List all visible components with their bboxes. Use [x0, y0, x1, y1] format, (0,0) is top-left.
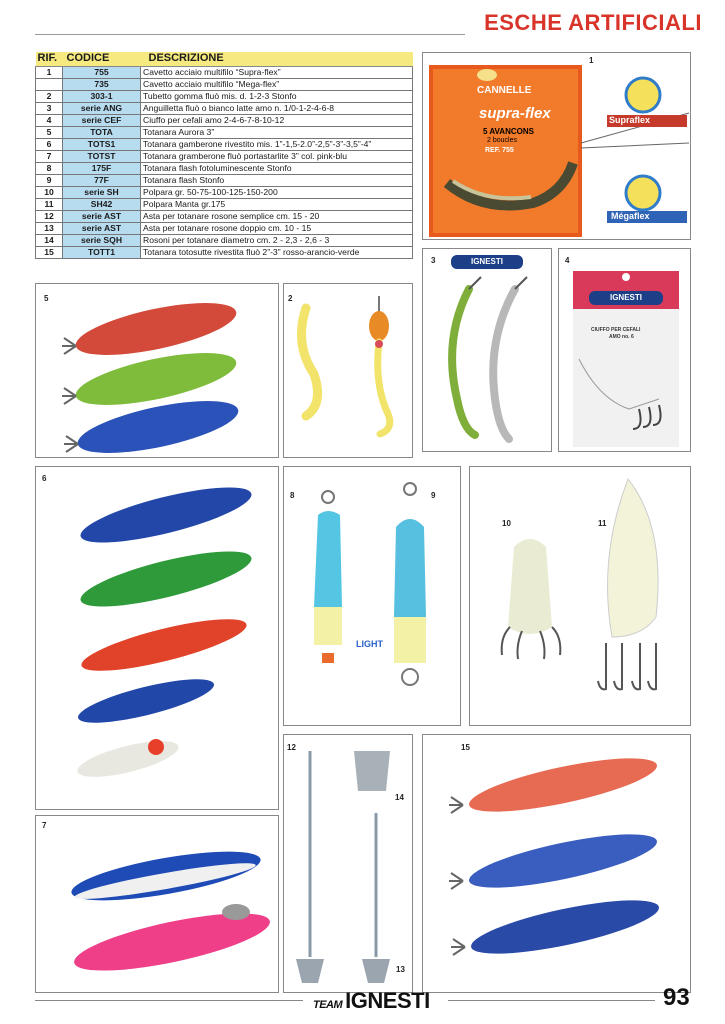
cell-descrizione: Totanara gamberone rivestito mis. 1”-1,5-2.0”-2,5”-3”-3,5”-4”: [141, 138, 413, 150]
table-row: [36, 78, 413, 90]
table-row: [36, 234, 413, 246]
cell-rif: 12: [36, 210, 63, 222]
cell-rif: 6: [36, 138, 63, 150]
supraflex-logo: Supraflex: [609, 115, 651, 125]
panel-4-mullet-rig: [558, 248, 691, 452]
panel-number: 6: [42, 474, 47, 483]
cell-rif: 11: [36, 198, 63, 210]
cell-codice: TOTS1: [63, 138, 141, 150]
shrimp-squid-jigs-image: [36, 467, 279, 810]
table-row: [36, 174, 413, 186]
pack-name: supra-flex: [479, 105, 551, 122]
page-number: 93: [663, 984, 690, 1011]
table-row: [36, 66, 413, 78]
cell-descrizione: Ciuffo per cefali amo 2-4-6-7-8-10-12: [141, 114, 413, 126]
cell-codice: serie AST: [63, 222, 141, 234]
cell-codice: 755: [63, 66, 141, 78]
cell-rif: 2: [36, 90, 63, 102]
light-label: LIGHT: [356, 639, 383, 649]
brand-name: IGNESTI: [345, 988, 430, 1013]
cell-descrizione: Polpara gr. 50-75-100-125-150-200: [141, 186, 413, 198]
cell-rif: 13: [36, 222, 63, 234]
flash-jigs-image: [284, 467, 461, 726]
table-header-row: [36, 52, 413, 66]
panel-12-13-14-rods: [283, 734, 413, 993]
cell-codice: TOTA: [63, 126, 141, 138]
panel-number: 5: [44, 294, 49, 303]
panel-number-14: 14: [395, 793, 404, 802]
cell-descrizione: Cavetto acciaio multifilo “Supra-flex”: [141, 66, 413, 78]
pack-sub: 5 AVANCONS: [483, 127, 534, 136]
cell-descrizione: Rosoni per totanare diametro cm. 2 - 2,3 - 2,6 - 3: [141, 234, 413, 246]
table-row: [36, 90, 413, 102]
table-row: [36, 210, 413, 222]
table-row: [36, 150, 413, 162]
panel-number: 1: [589, 56, 594, 65]
footer-brand: [313, 988, 430, 1014]
panel-number-8: 8: [290, 491, 295, 500]
panel-number: 7: [42, 821, 47, 830]
title-divider: [35, 34, 465, 35]
panel-number: 2: [288, 294, 293, 303]
panel-number-13: 13: [396, 965, 405, 974]
cell-codice: serie SQH: [63, 234, 141, 246]
cell-rif: 3: [36, 102, 63, 114]
cell-rif: 5: [36, 126, 63, 138]
cell-codice: SH42: [63, 198, 141, 210]
mullet-rig-card-image: [559, 249, 691, 452]
cell-codice: TOTST: [63, 150, 141, 162]
pack-brand: CANNELLE: [477, 85, 532, 96]
panel-1-supraflex: [422, 52, 691, 240]
panel-number-12: 12: [287, 743, 296, 752]
pack-sub2: 2 boucles: [487, 137, 517, 144]
cell-descrizione: Totanara totosutte rivestita fluò 2”-3” rosso-arancio-verde: [141, 246, 413, 258]
panel-number-10: 10: [502, 519, 511, 528]
cell-descrizione: Totanara Aurora 3”: [141, 126, 413, 138]
cell-codice: serie SH: [63, 186, 141, 198]
cell-rif: 4: [36, 114, 63, 126]
rods-and-rosettes-image: [284, 735, 413, 993]
header-codice: CODICE: [63, 52, 141, 66]
panel-number-11: 11: [598, 519, 607, 528]
cell-codice: serie AST: [63, 210, 141, 222]
cell-codice: 303-1: [63, 90, 141, 102]
table-row: [36, 186, 413, 198]
table-row: [36, 222, 413, 234]
cell-codice: 77F: [63, 174, 141, 186]
cell-rif: 8: [36, 162, 63, 174]
cell-rif: 10: [36, 186, 63, 198]
panel-number: 3: [431, 256, 436, 265]
header-descrizione: DESCRIZIONE: [141, 52, 413, 66]
cell-rif: 9: [36, 174, 63, 186]
cell-rif: 1: [36, 66, 63, 78]
cell-descrizione: Totanara flash fotoluminescente Stonfo: [141, 162, 413, 174]
panel-7-pink-blue-jigs: [35, 815, 279, 993]
table-row: [36, 162, 413, 174]
panel-number-9: 9: [431, 491, 436, 500]
cell-descrizione: Cavetto acciaio multifilo “Mega-flex”: [141, 78, 413, 90]
panel-5-aurora-jigs: [35, 283, 279, 458]
panel-2-rubber-tube: [283, 283, 413, 458]
panel-3-eel-lure: [422, 248, 552, 452]
cell-descrizione: Anguilletta fluò o bianco latte amo n. 1/0-1-2-4-6-8: [141, 102, 413, 114]
supraflex-package-image: [423, 53, 691, 240]
cell-rif: 7: [36, 150, 63, 162]
cell-codice: serie ANG: [63, 102, 141, 114]
cell-codice: TOTT1: [63, 246, 141, 258]
pack-ref: REF. 755: [485, 147, 514, 154]
rubber-tube-image: [284, 284, 413, 458]
page-title: ESCHE ARTIFICIALI: [484, 10, 702, 35]
cell-descrizione: Totanara flash Stonfo: [141, 174, 413, 186]
table-row: [36, 114, 413, 126]
table-row: [36, 138, 413, 150]
panel-6-shrimp-jigs: [35, 466, 279, 810]
cell-descrizione: Asta per totanare rosone doppio cm. 10 - 15: [141, 222, 413, 234]
table-row: [36, 126, 413, 138]
cell-rif: 15: [36, 246, 63, 258]
cell-rif: [36, 78, 63, 90]
cell-rif: 14: [36, 234, 63, 246]
card-text: CIUFFO PER CEFALI: [591, 327, 641, 333]
cell-descrizione: Asta per totanare rosone semplice cm. 15 - 20: [141, 210, 413, 222]
panel-10-11-octopus-jigs: [469, 466, 691, 726]
panel-number: 15: [461, 743, 470, 752]
cell-descrizione: Totanara gramberone fluò portastarlite 3” col. pink-blu: [141, 150, 413, 162]
cell-codice: 175F: [63, 162, 141, 174]
cell-codice: 735: [63, 78, 141, 90]
table-row: [36, 198, 413, 210]
pink-blue-jigs-image: [36, 816, 279, 993]
panel-number: 4: [565, 256, 570, 265]
panel-8-9-flash-jigs: [283, 466, 461, 726]
octopus-jigs-image: [470, 467, 691, 726]
fluo-squid-jigs-image: [423, 735, 691, 993]
cell-descrizione: Polpara Manta gr.175: [141, 198, 413, 210]
brand-label: IGNESTI: [451, 255, 523, 269]
aurora-squid-jigs-image: [36, 284, 279, 458]
footer-divider-right: [448, 1000, 655, 1001]
megaflex-logo: Mégaflex: [611, 211, 650, 221]
cell-codice: serie CEF: [63, 114, 141, 126]
table-row: [36, 246, 413, 258]
brand-team: TEAM: [313, 999, 343, 1011]
card-text-2: AMO no. 6: [609, 334, 634, 340]
panel-15-fluo-jigs: [422, 734, 691, 993]
reference-table: [35, 52, 413, 259]
cell-descrizione: Tubetto gomma fluò mis. d. 1-2-3 Stonfo: [141, 90, 413, 102]
footer-divider-left: [35, 1000, 303, 1001]
table-row: [36, 102, 413, 114]
brand-label: IGNESTI: [589, 291, 663, 305]
header-rif: RIF.: [36, 52, 63, 66]
eel-lures-image: [423, 249, 552, 452]
